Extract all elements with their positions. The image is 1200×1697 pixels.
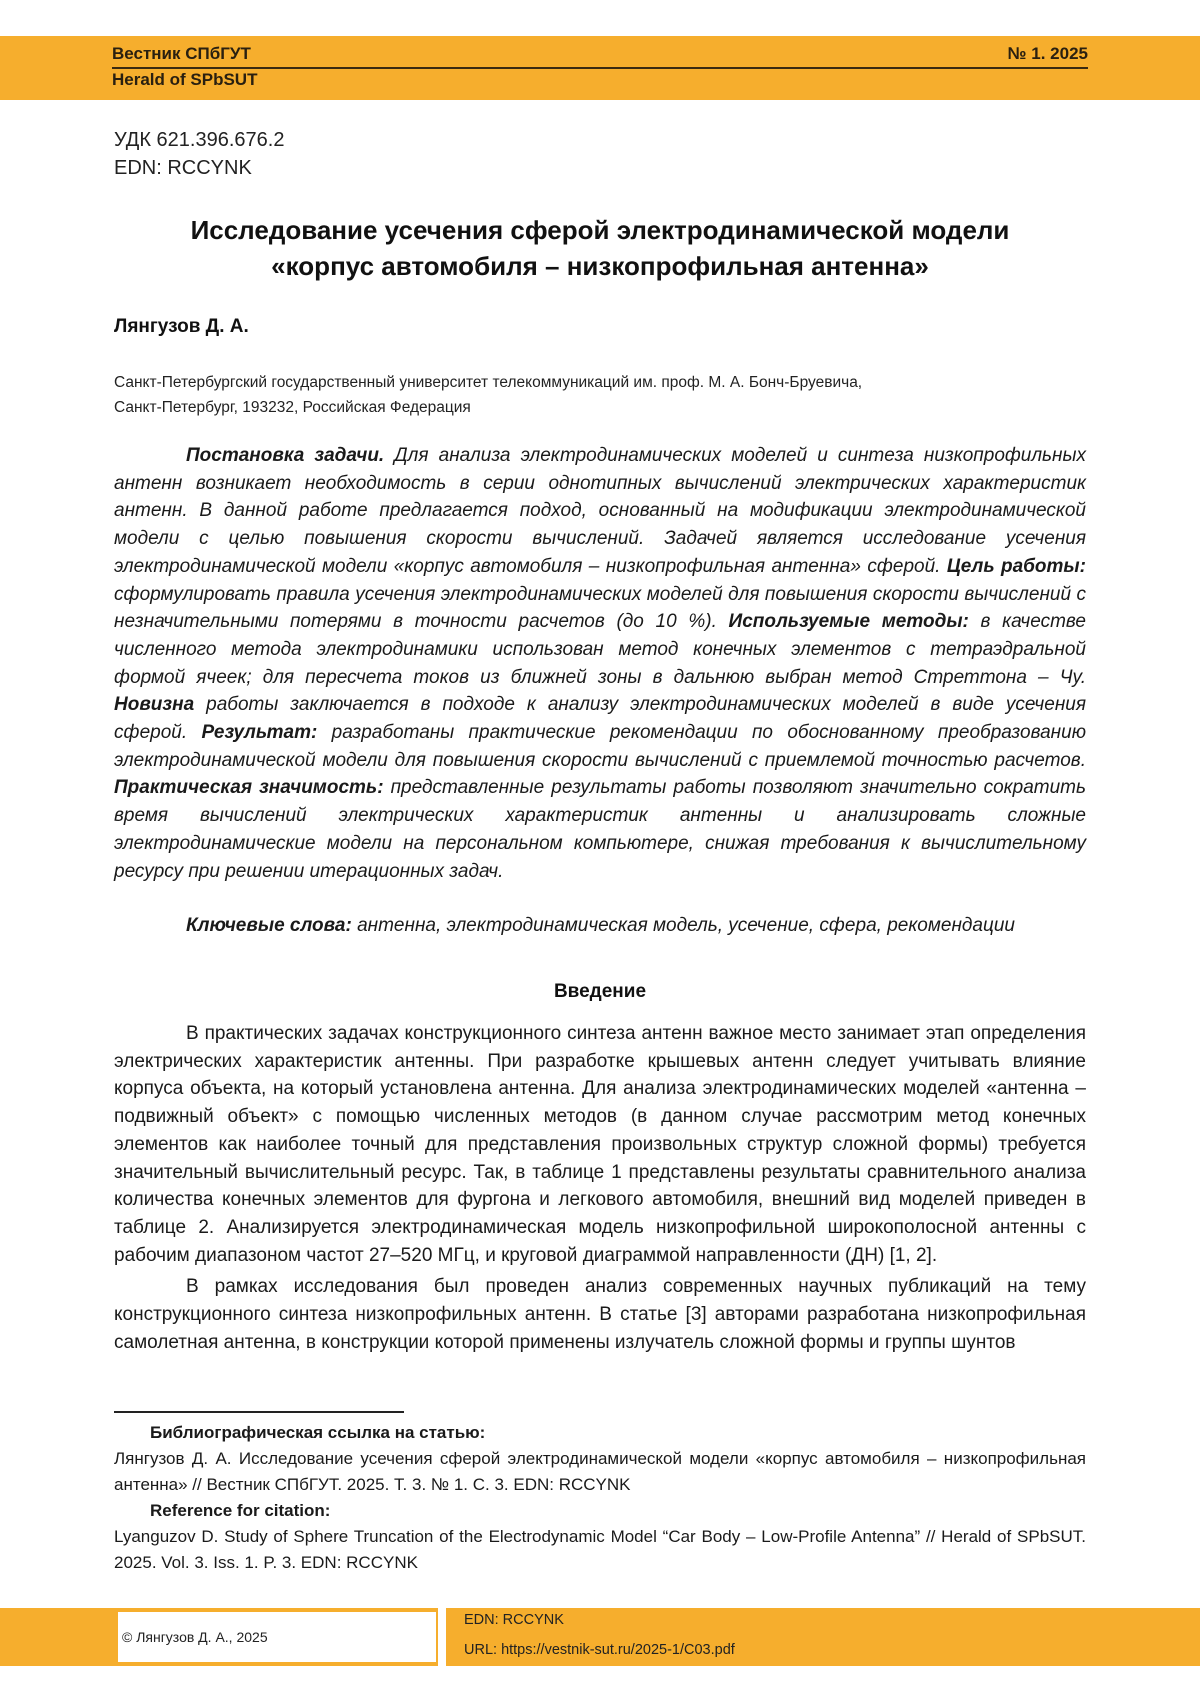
edn-code: EDN: RCCYNK	[114, 157, 252, 179]
intro-body	[114, 1020, 1086, 1360]
abstract-result-label: Результат:	[201, 722, 318, 744]
section-heading-intro: Введение	[553, 981, 647, 1002]
citation-text-en: Lyanguzov D. Study of Sphere Truncation of the Electrodynamic Model “Car Body – Low-Profile Antenna” // Herald of SPbSUT. 2025. Vol. 3. Iss. 1. P. 3. EDN: RCCYNK	[114, 1527, 1086, 1572]
abstract-problem-label: Постановка задачи.	[186, 445, 385, 466]
abstract-significance-label: Практическая значимость:	[114, 777, 384, 799]
author-name: Лянгузов Д. А.	[114, 316, 249, 337]
citation-heading-ru: Библиографическая ссылка на статью:	[150, 1423, 486, 1442]
article-title-line1: Исследование усечения сферой электродинамической модели	[190, 215, 1010, 245]
intro-paragraph-1: В практических задачах конструкционного синтеза антенн важное место занимает этап определения электрических характеристик антенны. При разработке крышевых антенн следует учитывать влияние корпуса объекта, на который установлена антенна. Для анализа электродинамических моделей «антенна – подвижный объект» с помощью численных методов (в данном случае рассмотрим метод конечных элементов как наиболее точный для представления произвольных структур сложной формы) требуется значительный вычислительный ресурс. Так, в таблице 1 представлены результаты сравнительного анализа количества конечных элементов для фургона и легкового автомобиля, внешний вид моделей приведен в таблице 2. Анализируется электродинамическая модель низкопрофильной широкополосной антенны с рабочим диапазоном частот 27–520 МГц, и круговой диаграммой направленности (ДН) [1, 2].	[114, 1023, 1086, 1266]
keywords-text: антенна, электродинамическая модель, усечение, сфера, рекомендации	[351, 915, 1015, 936]
footer-edn: EDN: RCCYNK	[464, 1612, 564, 1628]
abstract-significance-text: представленные результаты работы позволяют значительно сократить время вычислений электрических характеристик антенны и анализировать сложные электродинамические модели на персональном компьютере, снижая требования к вычислительному ресурсу при решении итерационных задач.	[114, 777, 1086, 882]
abstract-methods-label: Используемые методы:	[728, 611, 969, 633]
abstract-novelty-label: Новизна	[114, 694, 195, 716]
abstract-problem-text: Для анализа электродинамических моделей и синтеза низкопрофильных антенн возникает необходимость в серии однотипных вычислений электрических характеристик антенн. В данной работе предлагается подход, основанный на модификации электродинамической модели с целью повышения скорости вычислений. Задачей является исследование усечения электродинамической модели «корпус автомобиля – низкопрофильная антенна» сферой.	[114, 445, 1086, 577]
footnote-rule	[114, 1411, 404, 1413]
copyright: © Лянгузов Д. А., 2025	[118, 1612, 436, 1662]
footer-url-link[interactable]: URL: https://vestnik-sut.ru/2025-1/C03.pdf	[464, 1642, 735, 1658]
header-divider	[112, 67, 1088, 69]
article-title-line2: «корпус автомобиля – низкопрофильная антенна»	[271, 251, 929, 281]
affiliation-line1: Санкт-Петербургский государственный университет телекоммуникаций им. проф. М. А. Бонч-Бруевича,	[114, 374, 863, 391]
affiliation-line2: Санкт-Петербург, 193232, Российская Федерация	[114, 399, 471, 416]
citation-heading-en: Reference for citation:	[150, 1501, 331, 1520]
article-title	[114, 212, 1086, 284]
keywords-label: Ключевые слова:	[186, 915, 352, 936]
citation-block	[114, 1420, 1086, 1576]
abstract	[114, 442, 1086, 885]
keywords	[114, 915, 1086, 937]
abstract-goal-label: Цель работы:	[946, 555, 1086, 577]
journal-title-ru: Вестник СПбГУТ	[112, 44, 251, 63]
intro-paragraph-2: В рамках исследования был проведен анализ современных научных публикаций на тему конструкционного синтеза низкопрофильных антенн. В статье [3] авторами разработана низкопрофильная самолетная антенна, в конструкции которой применены излучатель сложной формы и группы шунтов	[114, 1276, 1086, 1353]
abstract-result-text: разработаны практические рекомендации по обоснованному преобразованию электродинамической модели для повышения скорости вычислений с приемлемой точностью расчетов.	[114, 722, 1086, 771]
abstract-novelty-text: работы заключается в подходе к анализу электродинамических моделей в виде усечения сферой.	[114, 694, 1086, 744]
abstract-goal-text: сформулировать правила усечения электродинамических моделей для повышения скорости вычислений с незначительными потерями в точности расчетов (до 10 %).	[114, 583, 1086, 633]
citation-text-ru: Лянгузов Д. А. Исследование усечения сферой электродинамической модели «корпус автомобиля – низкопрофильная антенна» // Вестник СПбГУТ. 2025. Т. 3. № 1. С. 3. EDN: RCCYNK	[114, 1449, 1086, 1494]
issue-number: № 1. 2025	[1007, 44, 1088, 63]
abstract-methods-text: в качестве численного метода электродинамики использован метод конечных элементов с тетраэдральной формой ячеек; для пересчета токов из ближней зоны в дальнюю выбран метод Стреттона – Чу.	[114, 611, 1086, 688]
udk-code: УДК 621.396.676.2	[114, 129, 285, 151]
journal-title-en: Herald of SPbSUT	[112, 70, 258, 89]
affiliation	[114, 370, 862, 420]
